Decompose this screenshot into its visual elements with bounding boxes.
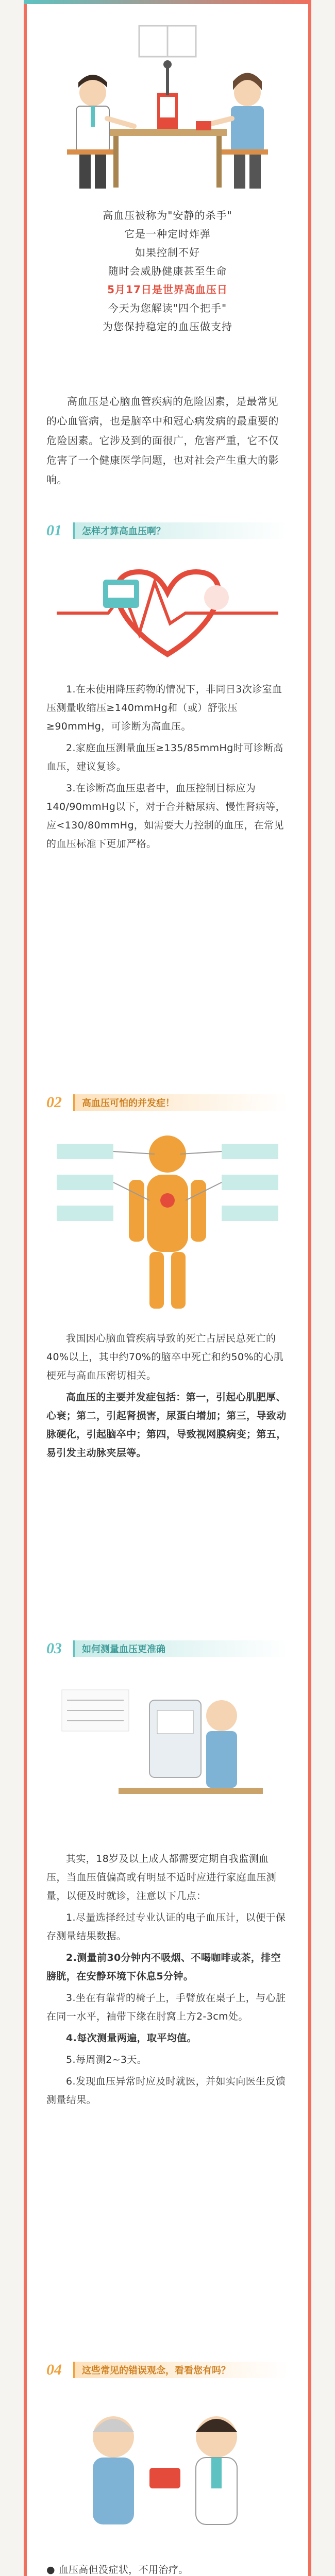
bp-measurement-illustration — [46, 1669, 289, 1834]
section-number: 03 — [46, 1640, 62, 1657]
section-03-text — [46, 1850, 289, 2112]
myth-item: ● 血压高但没症状，不用治疗。 — [46, 2564, 189, 2575]
paragraph: 2.家庭血压测量血压≥135/85mmHg时可诊断高血压，建议复诊。 — [46, 742, 283, 772]
complications-body-illustration — [46, 1123, 289, 1319]
hero-line-1: 它是一种定时炸弹 — [124, 228, 211, 240]
paragraph: 高血压的主要并发症包括：第一，引起心肌肥厚、心衰；第二，引起肾损害，尿蛋白增加；第三，导致动脉硬化，引起脑卒中；第四，导致视网膜病变；第五，易引发主动脉夹层等。 — [46, 1392, 287, 1459]
section-title-bar — [73, 522, 289, 539]
section-title-bar — [73, 1640, 289, 1657]
section-header-04 — [46, 2360, 289, 2380]
paragraph: 我国因心脑血管疾病导致的死亡占居民总死亡的40%以上，其中约70%的脑卒中死亡和约50%的心肌梗死与高血压密切相关。 — [46, 1333, 284, 1381]
hero-illustration — [46, 15, 289, 201]
paragraph: 4.每次测量两遍，取平均值。 — [66, 2032, 197, 2044]
paragraph: 其实，18岁及以上成人都需要定期自我监测血压，当血压值偏高或有明显不适时应进行家庭血压测量，以便及时就诊，注意以下几点： — [46, 1853, 277, 1902]
paragraph: 5.每周测2~3天。 — [66, 2054, 147, 2065]
paragraph: 1.尽量选择经过专业认证的电子血压计，以便于保存测量结果数据。 — [46, 1912, 286, 1942]
section-title-bar — [73, 1094, 289, 1111]
section-header-02 — [46, 1092, 289, 1113]
section-01-text — [46, 680, 289, 856]
section-number: 04 — [46, 2361, 62, 2378]
heart-bp-illustration — [46, 551, 289, 670]
hero-line-5: 今天为您解读"四个把手" — [108, 302, 227, 314]
paragraph: 3.坐在有靠背的椅子上，手臂放在桌子上，与心脏在同一水平，袖带下缘在肘窝上方2-3cm处。 — [46, 1992, 286, 2022]
section-title: 这些常见的错误观念，看看您有吗？ — [82, 2365, 230, 2376]
paragraph: 3.在诊断高血压患者中，血压控制目标应为140/90mmHg以下，对于合并糖尿病、慢性肾病等，应<130/80mmHg，如需要大力控制的血压，在常见的血压标准下更加严格。 — [46, 783, 286, 850]
doctor-patient-illustration — [46, 15, 289, 201]
hero-text-block — [46, 206, 289, 336]
paragraph: 1.在未使用降压药物的情况下，非同日3次诊室血压测量收缩压≥140mmHg和（或）舒张压≥90mmHg，可诊断为高血压。 — [46, 684, 282, 732]
section-title: 高血压可怕的并发症！ — [82, 1098, 175, 1109]
hero-line-4: 5月17日是世界高血压日 — [107, 283, 228, 296]
paragraph: 2.测量前30分钟内不吸烟、不喝咖啡或茶，排空膀胱，在安静环境下休息5分钟。 — [46, 1952, 281, 1982]
hero-line-3: 随时会威胁健康甚至生命 — [108, 265, 227, 277]
section-number: 02 — [46, 1094, 62, 1111]
section-title: 怎样才算高血压啊？ — [82, 526, 165, 537]
hero-line-0: 高血压被称为"安静的杀手" — [103, 209, 232, 222]
section-header-01 — [46, 520, 289, 541]
section-title-bar — [73, 2362, 289, 2378]
myth-list — [46, 2561, 289, 2576]
hero-line-2: 如果控制不好 — [135, 246, 200, 259]
section-title: 如何测量血压更准确 — [82, 1644, 165, 1655]
section-02-text — [46, 1329, 289, 1465]
hero-line-6: 为您保持稳定的血压做支持 — [103, 320, 232, 333]
top-border — [24, 0, 311, 4]
intro-paragraph: 高血压是心脑血管疾病的危险因素，是最常见的心血管病，也是脑卒中和冠心病发病的最重要的危险因素。它涉及到的面很广，危害严重，它不仅危害了一个健康医学问题，也对社会产生重大的影响。 — [46, 395, 279, 486]
section-number: 01 — [46, 522, 62, 539]
elderly-doctor-illustration — [46, 2391, 289, 2545]
paragraph: 6.发现血压异常时应及时就医，并如实向医生反馈测量结果。 — [46, 2076, 286, 2106]
section-header-03 — [46, 1638, 289, 1659]
section-04-text — [46, 2561, 289, 2576]
